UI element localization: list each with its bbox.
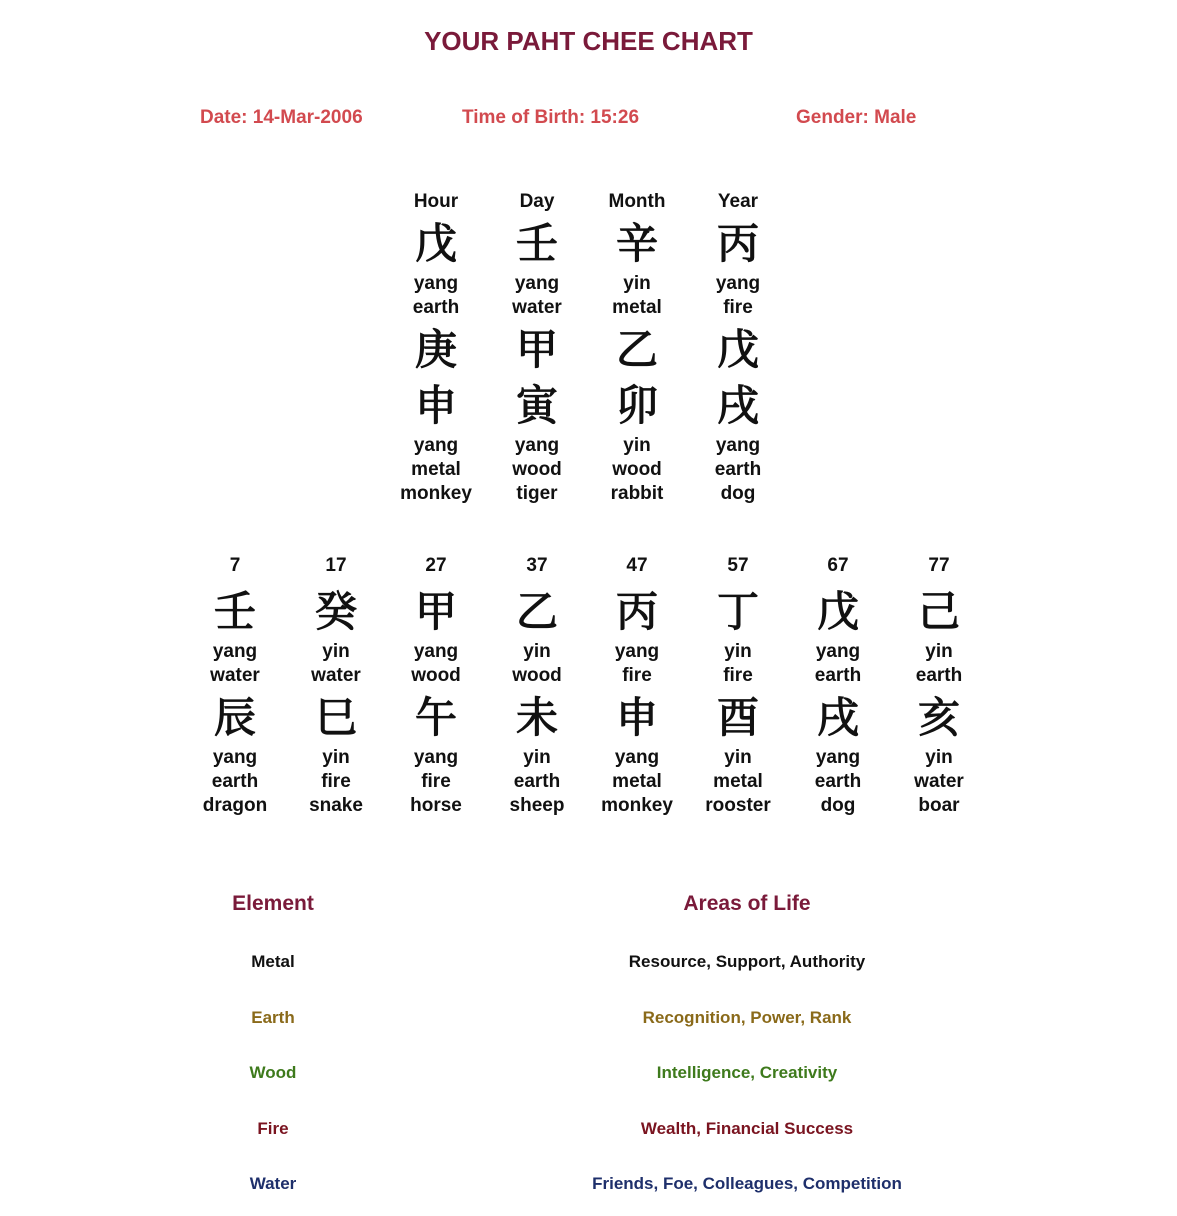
luck-stem-polarity: yang [413,641,459,662]
stem-element: metal [612,297,662,318]
luck-branch-polarity: yin [322,747,350,768]
hidden-stem: 乙 [615,325,658,374]
stem-polarity: yang [715,273,761,294]
luck-age: 37 [526,555,548,576]
pillar-label: Month [608,191,666,212]
luck-branch-element: earth [211,771,259,792]
branch-polarity: yin [623,435,651,456]
luck-age: 27 [425,555,447,576]
branch-element: wood [512,459,562,480]
luck-stem-element: earth [814,665,862,686]
luck-branch: 巳 [314,693,357,742]
luck-branch-polarity: yang [212,747,258,768]
luck-stem-polarity: yang [212,641,258,662]
luck-stem: 甲 [414,587,457,636]
legend-areas: Recognition, Power, Rank [642,1007,852,1027]
earthly-branch: 寅 [515,381,558,430]
luck-branch-polarity: yang [413,747,459,768]
branch-element: wood [612,459,662,480]
luck-branch-animal: boar [918,795,960,816]
legend-areas: Wealth, Financial Success [640,1118,854,1138]
luck-pillar-column [788,554,888,818]
luck-branch-animal: dragon [202,795,268,816]
branch-element: metal [411,459,461,480]
legend-areas: Intelligence, Creativity [656,1063,838,1083]
luck-stem-polarity: yin [322,641,350,662]
stem-element: fire [723,297,753,318]
luck-pillar-column [286,554,386,818]
pillar-column [487,190,587,506]
branch-polarity: yang [514,435,560,456]
luck-stem: 丙 [615,587,658,636]
luck-stem-polarity: yin [724,641,752,662]
luck-branch-polarity: yin [523,747,551,768]
luck-branch-element: earth [513,771,561,792]
luck-stem-element: wood [512,665,562,686]
luck-branch-element: metal [612,771,662,792]
luck-stem: 丁 [716,587,759,636]
hidden-stem: 戊 [716,325,759,374]
legend-areas-header: Areas of Life [683,892,811,915]
pillar-column [587,190,687,506]
heavenly-stem: 戊 [414,219,457,268]
luck-age: 7 [229,555,241,576]
luck-branch-animal: sheep [509,795,565,816]
luck-pillar-column [185,554,285,818]
legend-areas: Friends, Foe, Colleagues, Competition [592,1174,902,1194]
luck-pillar-column [487,554,587,818]
luck-pillar-column [386,554,486,818]
luck-stem-element: wood [411,665,461,686]
luck-age: 17 [325,555,347,576]
luck-stem-element: water [311,665,361,686]
heavenly-stem: 辛 [615,219,658,268]
luck-branch: 申 [615,693,658,742]
luck-stem-element: earth [915,665,963,686]
birth-date: Date: 14-Mar-2006 [200,107,363,128]
earthly-branch: 卯 [615,381,658,430]
luck-stem-polarity: yang [614,641,660,662]
branch-animal: tiger [516,483,558,504]
luck-branch: 午 [414,693,457,742]
gender: Gender: Male [796,107,917,128]
chart-title: YOUR PAHT CHEE CHART [424,26,753,56]
luck-age: 47 [626,555,648,576]
legend-element: Wood [249,1063,297,1083]
luck-branch-polarity: yang [614,747,660,768]
luck-branch-element: earth [814,771,862,792]
luck-branch: 辰 [213,693,256,742]
pillar-label: Year [717,191,759,212]
pillar-label: Hour [413,191,459,212]
branch-polarity: yang [413,435,459,456]
hidden-stem: 庚 [414,325,457,374]
luck-branch: 戌 [816,693,859,742]
pillar-column [386,190,486,506]
luck-stem-element: fire [723,665,753,686]
luck-stem: 乙 [515,587,558,636]
luck-stem-element: fire [622,665,652,686]
luck-stem: 戊 [816,587,859,636]
earthly-branch: 戌 [716,381,759,430]
stem-element: earth [412,297,460,318]
luck-pillar-column [587,554,687,818]
luck-pillar-column [889,554,989,818]
luck-pillar-column [688,554,788,818]
branch-animal: monkey [400,483,472,504]
luck-branch-polarity: yang [815,747,861,768]
legend-element: Metal [251,952,295,971]
legend-element: Fire [257,1118,289,1138]
stem-polarity: yang [413,273,459,294]
luck-branch-animal: dog [820,795,856,816]
luck-stem-polarity: yin [523,641,551,662]
stem-element: water [512,297,562,318]
luck-branch-polarity: yin [925,747,953,768]
luck-branch: 未 [515,693,558,742]
luck-branch-element: fire [421,771,451,792]
heavenly-stem: 壬 [515,219,558,268]
luck-stem-element: water [210,665,260,686]
pillar-column [688,190,788,506]
hidden-stem: 甲 [515,325,558,374]
branch-polarity: yang [715,435,761,456]
luck-age: 57 [727,555,749,576]
luck-branch-element: metal [713,771,763,792]
luck-branch-element: fire [321,771,351,792]
heavenly-stem: 丙 [716,219,759,268]
birth-time: Time of Birth: 15:26 [462,107,640,128]
luck-stem-polarity: yin [925,641,953,662]
legend-element-header: Element [232,892,314,915]
luck-stem: 癸 [314,587,357,636]
earthly-branch: 申 [414,381,457,430]
legend-element: Water [249,1174,297,1194]
luck-branch-polarity: yin [724,747,752,768]
luck-age: 77 [928,555,950,576]
branch-element: earth [714,459,762,480]
legend-areas: Resource, Support, Authority [628,952,866,971]
luck-branch-element: water [914,771,964,792]
branch-animal: rabbit [610,483,664,504]
luck-branch-animal: snake [309,795,363,816]
luck-branch-animal: horse [410,795,462,816]
legend-element: Earth [251,1007,295,1027]
stem-polarity: yin [623,273,651,294]
luck-branch-animal: monkey [601,795,673,816]
luck-branch: 亥 [917,693,960,742]
stem-polarity: yang [514,273,560,294]
pillar-label: Day [519,191,555,212]
luck-stem-polarity: yang [815,641,861,662]
branch-animal: dog [720,483,756,504]
luck-branch-animal: rooster [705,795,771,816]
luck-stem: 己 [917,587,960,636]
luck-stem: 壬 [213,587,256,636]
luck-branch: 酉 [716,693,759,742]
luck-age: 67 [827,555,849,576]
